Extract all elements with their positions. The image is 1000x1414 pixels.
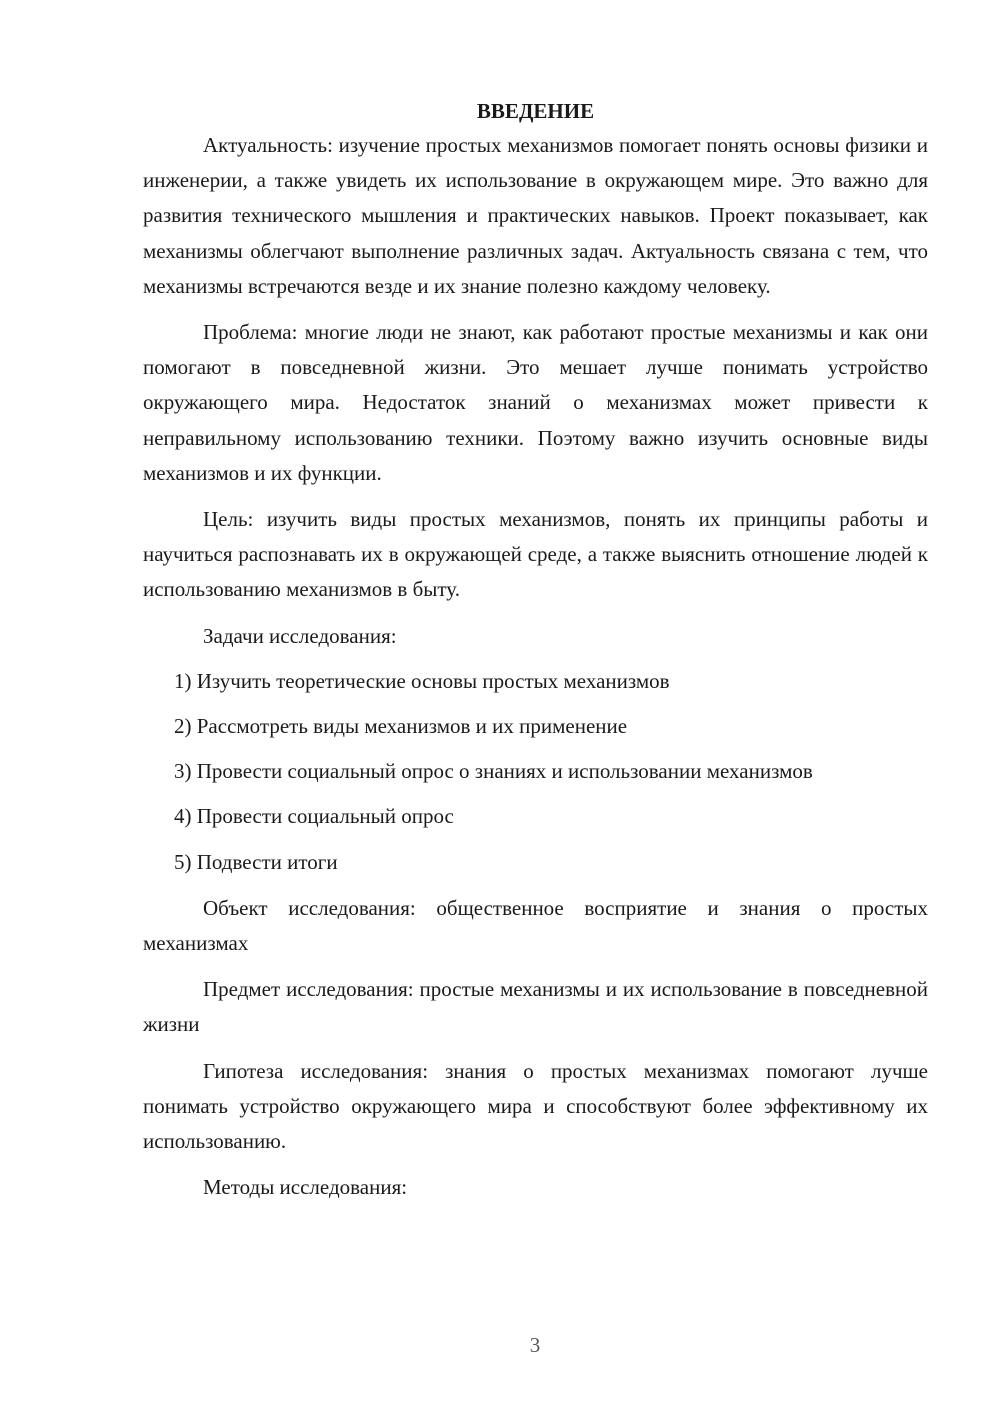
- task-item-3: 3) Провести социальный опрос о знаниях и использовании механизмов: [174, 759, 813, 784]
- document-page: [143, 95, 928, 1205]
- section-title: ВВЕДЕНИЕ: [476, 99, 595, 123]
- paragraph-goal: Цель: изучить виды простых механизмов, понять их принципы работы и научиться распознавать их в окружающей среде, а также выяснить отношение людей к использованию механизмов в быту.: [143, 507, 928, 602]
- paragraph-hypothesis: Гипотеза исследования: знания о простых механизмах помогают лучше понимать устройство окружающего мира и способствуют более эффективному их использованию.: [143, 1058, 928, 1154]
- task-item-5: 5) Подвести итоги: [174, 849, 338, 874]
- task-item-2: 2) Рассмотреть виды механизмов и их применение: [174, 714, 628, 739]
- paragraph-methods: Методы исследования:: [203, 1175, 408, 1200]
- paragraph-problem: Проблема: многие люди не знают, как работают простые механизмы и как они помогают в повседневной жизни. Это мешает лучше понимать устройство окружающего мира. Недостаток знаний о механизмах может привести к неправильному использованию техники. Поэтому важно изучить основные виды механизмов и их функции.: [143, 320, 928, 485]
- paragraph-object: Объект исследования: общественное восприятие и знания о простых механизмах: [143, 895, 928, 956]
- paragraph-tasks-heading: Задачи исследования:: [203, 623, 397, 648]
- task-item-4: 4) Провести социальный опрос: [174, 804, 454, 829]
- page-number: 3: [529, 1333, 541, 1357]
- paragraph-relevance: Актуальность: изучение простых механизмов помогает понять основы физики и инженерии, а также увидеть их использование в окружающем мире. Это важно для развития технического мышления и практических навыков. Проект показывает, как механизмы облегчают выполнение различных задач. Актуальность связана с тем, что механизмы встречаются везде и их знание полезно каждому человеку.: [143, 133, 928, 298]
- task-item-1: 1) Изучить теоретические основы простых механизмов: [174, 668, 670, 693]
- paragraph-subject: Предмет исследования: простые механизмы и их использование в повседневной жизни: [143, 977, 928, 1037]
